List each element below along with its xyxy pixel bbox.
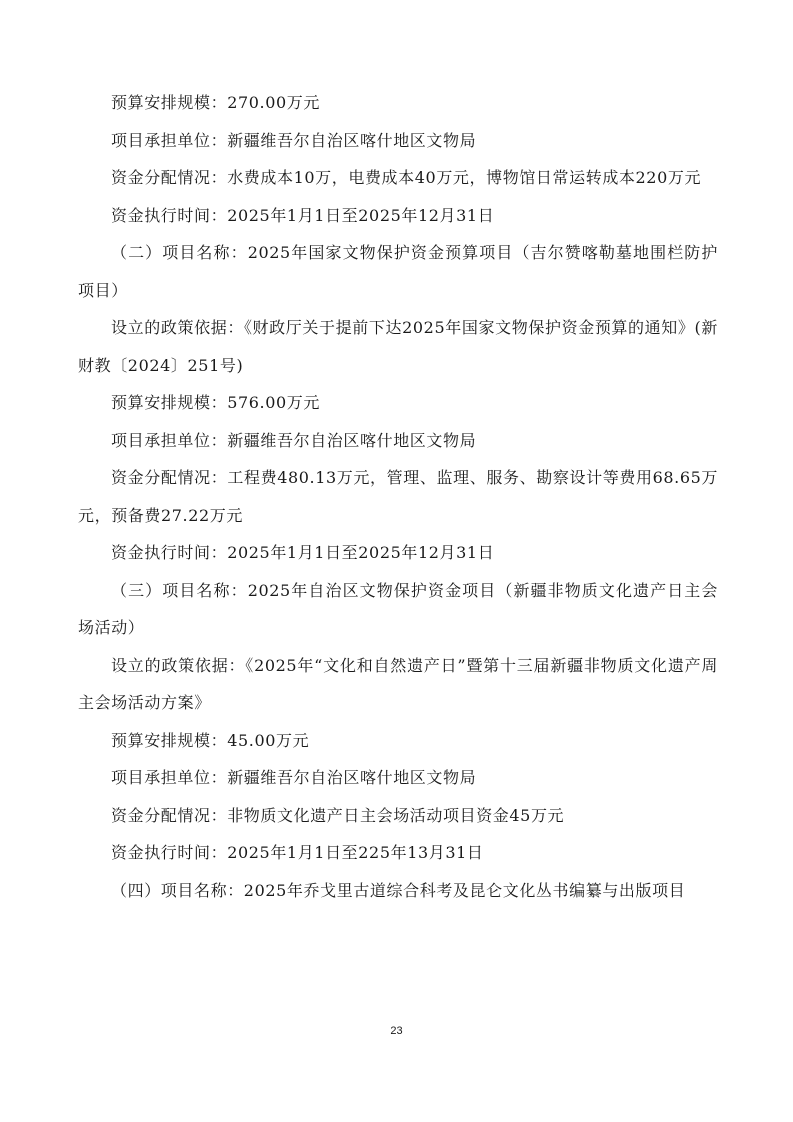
paragraph-project-name-3: （三）项目名称：2025年自治区文物保护资金项目（新疆非物质文化遗产日主会场活动） [78, 580, 718, 637]
paragraph-fund-allocation-3: 资金分配情况：非物质文化遗产日主会场活动项目资金45万元 [111, 805, 565, 825]
paragraph-project-name-2: （二）项目名称：2025年国家文物保护资金预算项目（吉尔赞喀勒墓地围栏防护项目） [78, 243, 718, 300]
paragraph-execution-time-3: 资金执行时间：2025年1月1日至225年13月31日 [111, 843, 484, 862]
paragraph-policy-basis-3: 设立的政策依据：《2025年“文化和自然遗产日”暨第十三届新疆非物质文化遗产周主会场活动方案》 [78, 655, 718, 712]
paragraph-budget-scale-1: 预算安排规模：270.00万元 [111, 93, 320, 112]
paragraph-execution-time-2: 资金执行时间：2025年1月1日至2025年12月31日 [111, 543, 495, 562]
paragraph-policy-basis-2: 设立的政策依据：《财政厅关于提前下达2025年国家文物保护资金预算的通知》(新财教〔2024〕251号) [78, 318, 718, 375]
paragraph-fund-allocation-2: 资金分配情况：工程费480.13万元，管理、监理、服务、勘察设计等费用68.65万元，预备费27.22万元 [78, 468, 718, 525]
paragraph-project-name-4: （四）项目名称：2025年乔戈里古道综合科考及昆仑文化丛书编纂与出版项目 [111, 880, 686, 900]
paragraph-execution-time-1: 资金执行时间：2025年1月1日至2025年12月31日 [111, 205, 495, 225]
paragraph-undertaking-unit-2: 项目承担单位：新疆维吾尔自治区喀什地区文物局 [111, 430, 477, 450]
document-body [78, 84, 718, 909]
paragraph-undertaking-unit-3: 项目承担单位：新疆维吾尔自治区喀什地区文物局 [111, 768, 477, 787]
paragraph-undertaking-unit-1: 项目承担单位：新疆维吾尔自治区喀什地区文物局 [111, 130, 477, 150]
paragraph-fund-allocation-1: 资金分配情况：水费成本10万，电费成本40万元，博物馆日常运转成本220万元 [111, 168, 702, 187]
paragraph-budget-scale-2: 预算安排规模：576.00万元 [111, 393, 320, 412]
paragraph-budget-scale-3: 预算安排规模：45.00万元 [111, 730, 310, 750]
page-number: 23 [390, 1025, 403, 1037]
